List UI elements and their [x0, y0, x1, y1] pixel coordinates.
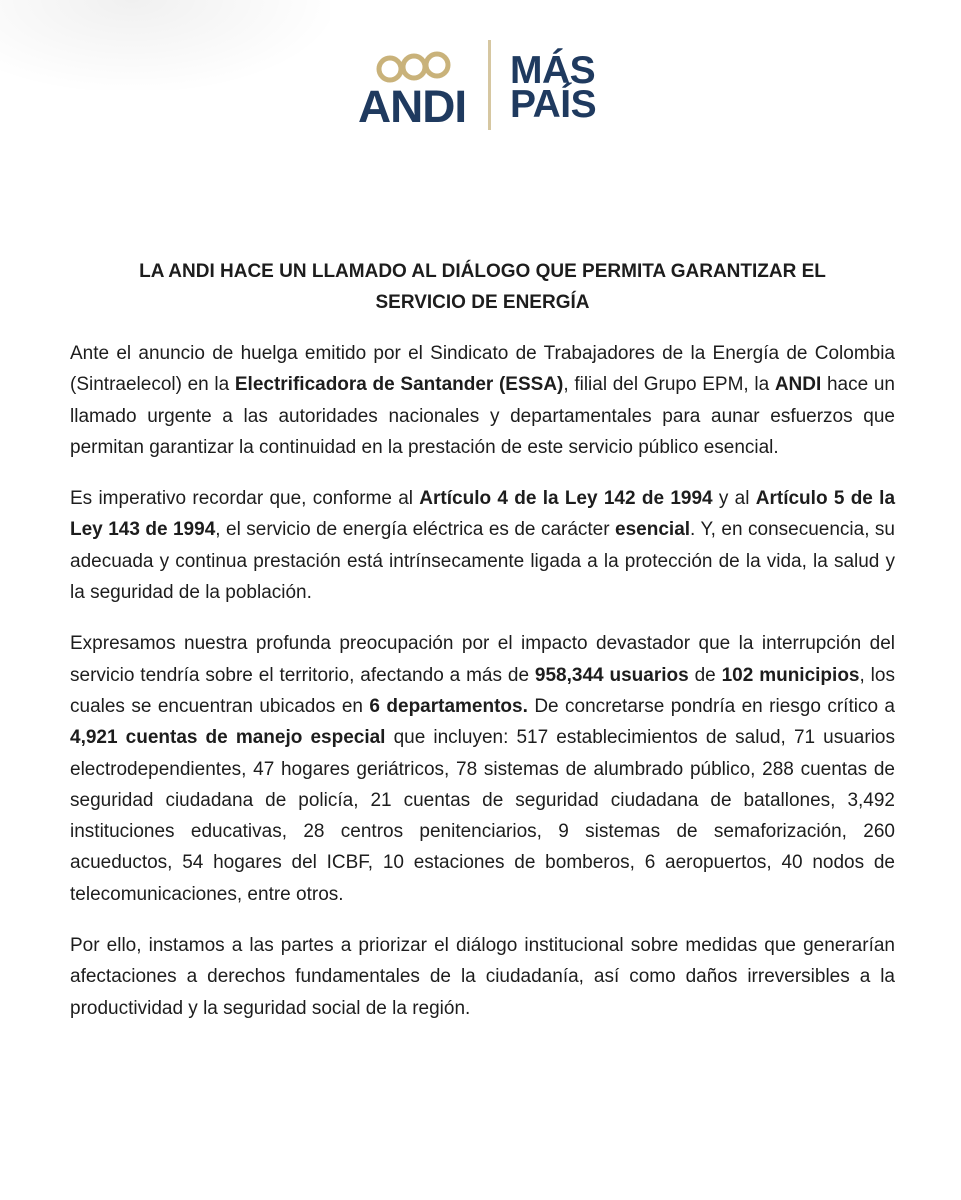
text-run: que incluyen: 517 establecimientos de salud, 71 usuarios electrodependientes, 47 hogares geriátricos, 78 sistemas de alumbrado público, 288 cuentas de seguridad ciudadana de policía, 21 cuentas de seguridad ciudadana de batallones, 3,492 instituciones educativas, 28 centros penitenciarios, 9 sistemas de semaforización, 260 acueductos, 54 hogares del ICBF, 10 estaciones de bomberos, 6 aeropuertos, 40 nodos de telecomunicaciones, entre otros.	[70, 727, 895, 905]
logo-mas-pais-text	[510, 49, 597, 126]
bold-text-run: 958,344 usuarios	[534, 664, 689, 686]
bold-text-run: 6 departamentos.	[369, 695, 528, 717]
text-run: , el servicio de energía eléctrica es de carácter	[215, 519, 616, 541]
bold-text-run: esencial	[615, 519, 691, 541]
text-run: . Y, en consecuencia, su adecuada y continua prestación está intrínsecamente ligada a la protección de la vida, la salud y la seguridad de la población.	[70, 519, 895, 604]
text-run: , los cuales se encuentran ubicados en	[70, 664, 895, 717]
bold-text-run: 4,921 cuentas de manejo especial	[70, 727, 386, 749]
press-release	[70, 256, 895, 1024]
text-run: De concretarse pondría en riesgo crítico a	[527, 695, 896, 717]
andi-mas-pais-logo	[356, 40, 616, 132]
text-run: hace un llamado urgente a las autoridades nacionales y departamentales para aunar esfuerzos que permitan garantizar la continuidad en la prestación de este servicio público esencial.	[70, 374, 895, 458]
bold-text-run: Artículo 4 de la Ley 142 de 1994	[419, 488, 713, 510]
text-run: , filial del Grupo EPM, la	[563, 374, 775, 396]
paragraph-4	[70, 930, 895, 1024]
paragraph-3	[70, 628, 895, 910]
text-run: Ante el anuncio de huelga emitido por el Sindicato de Trabajadores de la Energía de Colombia (Sintraelecol) en la	[70, 343, 895, 396]
logo-mas: MÁS	[510, 49, 596, 92]
logo-pais: PAÍS	[510, 83, 597, 126]
bold-text-run: Electrificadora de Santander (ESSA)	[234, 374, 564, 396]
photo-shadow	[0, 0, 330, 90]
text-run: Es imperativo recordar que, conforme al	[70, 488, 420, 510]
text-run: Por ello, instamos a las partes a priorizar el diálogo institucional sobre medidas que generarían afectaciones a derechos fundamentales de la ciudadanía, así como daños irreversibles a la productividad y la seguridad social de la región.	[70, 935, 895, 1019]
paragraph-1	[70, 338, 895, 463]
text-run: Expresamos nuestra profunda preocupación por el impacto devastador que la interrupción del servicio tendría sobre el territorio, afectando a más de	[70, 633, 895, 686]
bold-text-run: 102 municipios	[721, 664, 860, 686]
press-release-title: LA ANDI HACE UN LLAMADO AL DIÁLOGO QUE PERMITA GARANTIZAR EL SERVICIO DE ENERGÍA	[139, 261, 826, 313]
andi-rings-icon	[374, 50, 454, 84]
bold-text-run: Artículo 5 de la Ley 143 de 1994	[70, 488, 896, 541]
logo-divider	[488, 40, 491, 130]
text-run: y al	[712, 488, 756, 510]
text-run: de	[688, 664, 722, 686]
logo-andi-text: ANDI	[358, 81, 467, 132]
paragraph-2	[70, 483, 895, 608]
bold-text-run: ANDI	[774, 374, 822, 396]
